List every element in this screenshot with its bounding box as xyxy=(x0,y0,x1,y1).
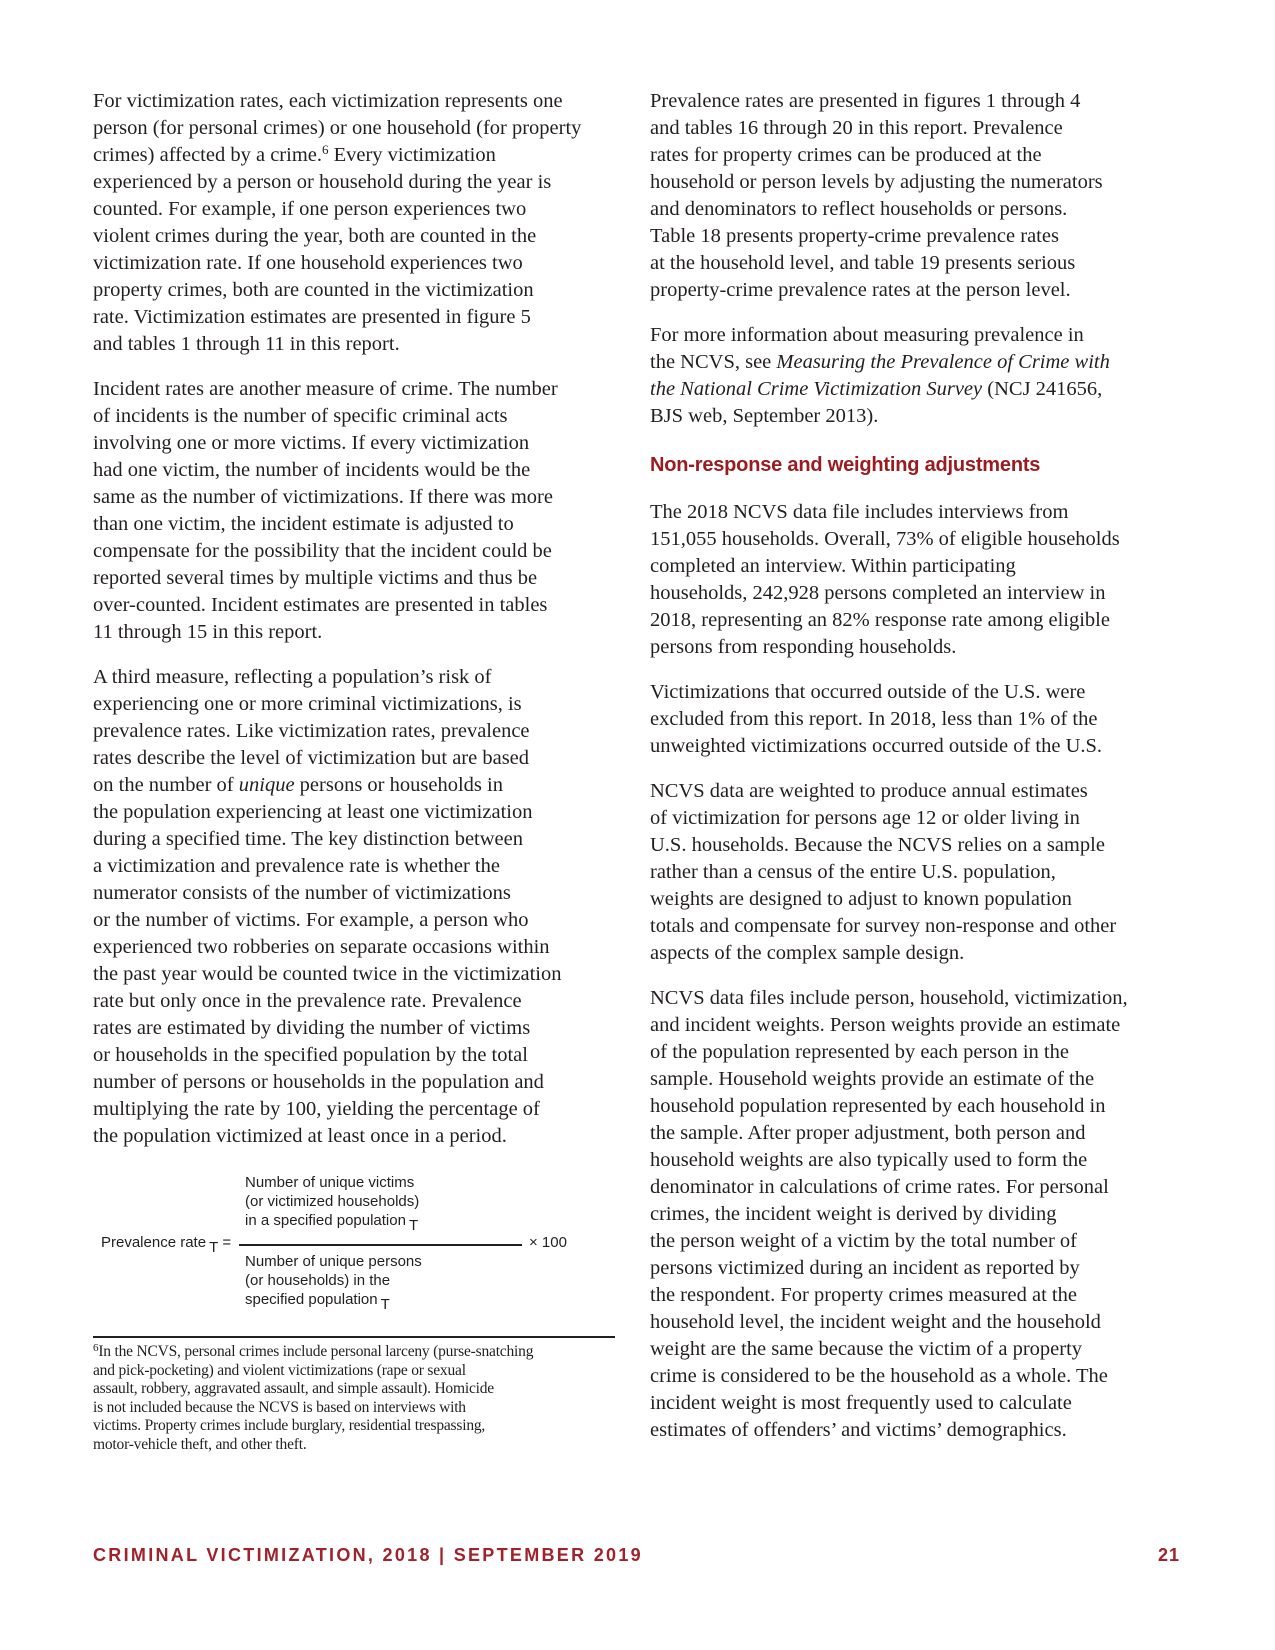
page-number: 21 xyxy=(1157,1545,1180,1565)
text-line: rate. Victimization estimates are presented in figure 5 xyxy=(93,306,531,328)
footnote-marker: 6 xyxy=(93,1342,99,1354)
text-line: prevalence rates. Like victimization rates, prevalence xyxy=(93,720,530,742)
text-line: crimes, the incident weight is derived by dividing xyxy=(650,1203,1057,1225)
text-line: A third measure, reflecting a population’s risk of xyxy=(93,666,492,688)
text-line: the person weight of a victim by the total number of xyxy=(650,1230,1077,1252)
text-line: For more information about measuring prevalence in xyxy=(650,324,1084,346)
text-line: estimates of offenders’ and victims’ demographics. xyxy=(650,1419,1067,1441)
text-line: number of persons or households in the population and xyxy=(93,1071,544,1093)
text-line: household level, the incident weight and the household xyxy=(650,1311,1101,1333)
paragraph-data-file xyxy=(650,499,1190,661)
text-line: had one victim, the number of incidents would be the xyxy=(93,459,531,481)
text-line: For victimization rates, each victimization represents one xyxy=(93,90,563,112)
text-line: of the population represented by each person in the xyxy=(650,1041,1069,1063)
publication-title: Measuring the Prevalence of Crime with xyxy=(776,351,1110,373)
formula-multiplier: × 100 xyxy=(529,1234,567,1251)
text-line: sample. Household weights provide an estimate of the xyxy=(650,1068,1095,1090)
text-line: involving one or more victims. If every victimization xyxy=(93,432,530,454)
text-line: or the number of victims. For example, a person who xyxy=(93,909,529,931)
text-line: the past year would be counted twice in the victimization xyxy=(93,963,562,985)
text-line: rates for property crimes can be produced at the xyxy=(650,144,1042,166)
text-line: over-counted. Incident estimates are presented in tables xyxy=(93,594,548,616)
text-line: counted. For example, if one person experiences two xyxy=(93,198,527,220)
text-line: weights are designed to adjust to known population xyxy=(650,888,1072,910)
text-line: at the household level, and table 19 presents serious xyxy=(650,252,1076,274)
text-line: U.S. households. Because the NCVS relies on a sample xyxy=(650,834,1105,856)
running-footer-title: CRIMINAL VICTIMIZATION, 2018 | SEPTEMBER 2019 xyxy=(93,1545,643,1565)
text-line: the sample. After proper adjustment, both person and xyxy=(650,1122,1086,1144)
formula-lhs: Prevalence rate $_T$ = xyxy=(101,1234,232,1256)
footnote-line: assault, robbery, aggravated assault, and simple assault). Homicide xyxy=(93,1380,494,1397)
text-line: excluded from this report. In 2018, less than 1% of the xyxy=(650,708,1098,730)
text-line: of victimization for persons age 12 or older living in xyxy=(650,807,1080,829)
footnote-line: is not included because the NCVS is based on interviews with xyxy=(93,1398,466,1416)
text-line: victimization rate. If one household experiences two xyxy=(93,252,523,274)
text-line: crime is considered to be the household as a whole. The xyxy=(650,1365,1108,1387)
text-line: household weights are also typically used to form the xyxy=(650,1149,1088,1171)
paragraph-prevalence-rates xyxy=(93,664,621,1150)
text-line: violent crimes during the year, both are counted in the xyxy=(93,225,537,247)
text-line: weight are the same because the victim of a property xyxy=(650,1338,1083,1360)
text-line: Table 18 presents property-crime prevalence rates xyxy=(650,225,1059,247)
paragraph-weights xyxy=(650,985,1190,1444)
publication-title: the National Crime Victimization Survey xyxy=(650,378,983,400)
text-line: property crimes, both are counted in the victimization xyxy=(93,279,534,301)
text-line: The 2018 NCVS data file includes interviews from xyxy=(650,501,1069,523)
prevalence-rate-formula xyxy=(93,1168,621,1318)
text-line: same as the number of victimizations. If there was more xyxy=(93,486,553,508)
text-line: rates are estimated by dividing the number of victims xyxy=(93,1017,531,1039)
text-line: rates describe the level of victimization but are based xyxy=(93,747,530,769)
right-column xyxy=(650,88,1190,1462)
text-line: household or person levels by adjusting the numerators xyxy=(650,171,1103,193)
paragraph-weighting xyxy=(650,778,1190,967)
text-line: the NCVS, see Measuring the Prevalence of Crime with xyxy=(650,351,1110,373)
text-line: totals and compensate for survey non-response and other xyxy=(650,915,1117,937)
text-line: household population represented by each household in xyxy=(650,1095,1106,1117)
text-line: compensate for the possibility that the incident could be xyxy=(93,540,552,562)
text-line: of incidents is the number of specific criminal acts xyxy=(93,405,508,427)
text-line: the respondent. For property crimes measured at the xyxy=(650,1284,1077,1306)
text-line: than one victim, the incident estimate is adjusted to xyxy=(93,513,514,535)
text-line: numerator consists of the number of victimizations xyxy=(93,882,511,904)
text-line: households, 242,928 persons completed an interview in xyxy=(650,582,1106,604)
text-line: the population experiencing at least one victimization xyxy=(93,801,533,823)
footnote-line: $^6$In the NCVS, personal crimes include personal larceny (purse-snatching xyxy=(93,1342,534,1360)
text-line: Prevalence rates are presented in figures 1 through 4 xyxy=(650,90,1081,112)
text-line: a victimization and prevalence rate is whether the xyxy=(93,855,500,877)
text-line: unweighted victimizations occurred outside of the U.S. xyxy=(650,735,1103,757)
text-line: denominator in calculations of crime rates. For personal xyxy=(650,1176,1109,1198)
text-line: Victimizations that occurred outside of the U.S. were xyxy=(650,681,1086,703)
fraction-bar xyxy=(239,1244,522,1246)
emphasis-unique: unique xyxy=(238,774,295,796)
section-heading: Non-response and weighting adjustments xyxy=(650,454,1041,476)
paragraph-more-information xyxy=(650,322,1190,430)
text-line: and tables 1 through 11 in this report. xyxy=(93,333,400,355)
text-line: 151,055 households. Overall, 73% of eligible households xyxy=(650,528,1120,550)
paragraph-prevalence-figures xyxy=(650,88,1190,304)
text-line: multiplying the rate by 100, yielding the percentage of xyxy=(93,1098,540,1120)
text-line: NCVS data files include person, household, victimization, xyxy=(650,987,1128,1009)
text-line: on the number of unique persons or households in xyxy=(93,774,503,796)
text-line: crimes) affected by a crime.$^6$ Every victimization xyxy=(93,142,496,166)
text-line: experiencing one or more criminal victimizations, is xyxy=(93,693,522,715)
text-line: aspects of the complex sample design. xyxy=(650,942,965,964)
formula-denominator: Number of unique persons (or households) in the specified population $_T$ xyxy=(245,1253,422,1313)
text-line: experienced by a person or household during the year is xyxy=(93,171,552,193)
footnote-line: and pick-pocketing) and violent victimizations (rape or sexual xyxy=(93,1361,466,1379)
paragraph-outside-us xyxy=(650,679,1190,760)
footnote-reference-6[interactable]: 6 xyxy=(321,142,329,157)
text-line: rather than a census of the entire U.S. population, xyxy=(650,861,1056,883)
text-line: 2018, representing an 82% response rate among eligible xyxy=(650,609,1110,631)
paragraph-victimization-rates xyxy=(93,88,621,358)
paragraph-incident-rates xyxy=(93,376,621,646)
text-line: reported several times by multiple victims and thus be xyxy=(93,567,538,589)
text-line: or households in the specified population by the total xyxy=(93,1044,528,1066)
text-line: and incident weights. Person weights provide an estimate xyxy=(650,1014,1121,1036)
left-column xyxy=(93,88,621,1168)
text-line: and tables 16 through 20 in this report. Prevalence xyxy=(650,117,1063,139)
footnote-line: motor-vehicle theft, and other theft. xyxy=(93,1435,307,1453)
text-line: the population victimized at least once in a period. xyxy=(93,1125,507,1147)
text-line: BJS web, September 2013). xyxy=(650,405,879,427)
formula-numerator: Number of unique victims (or victimized households) in a specified population $_T$ xyxy=(245,1174,420,1234)
text-line: rate but only once in the prevalence rate. Prevalence xyxy=(93,990,522,1012)
text-line: Incident rates are another measure of crime. The number xyxy=(93,378,558,400)
footnote-line: victims. Property crimes include burglary, residential trespassing, xyxy=(93,1417,486,1434)
text-line: completed an interview. Within participating xyxy=(650,555,1016,577)
footnote-6 xyxy=(93,1343,621,1454)
text-line: 11 through 15 in this report. xyxy=(93,621,323,643)
text-line: experienced two robberies on separate occasions within xyxy=(93,936,550,958)
text-line: person (for personal crimes) or one household (for property xyxy=(93,117,582,139)
text-line: the National Crime Victimization Survey (NCJ 241656, xyxy=(650,378,1103,400)
text-line: incident weight is most frequently used to calculate xyxy=(650,1392,1072,1414)
text-line: NCVS data are weighted to produce annual estimates xyxy=(650,780,1088,802)
text-line: during a specified time. The key distinction between xyxy=(93,828,523,850)
text-line: persons from responding households. xyxy=(650,636,957,658)
text-line: and denominators to reflect households or persons. xyxy=(650,198,1068,220)
footnote-divider xyxy=(93,1336,615,1338)
text-line: property-crime prevalence rates at the person level. xyxy=(650,279,1071,301)
text-line: persons victimized during an incident as reported by xyxy=(650,1257,1080,1279)
